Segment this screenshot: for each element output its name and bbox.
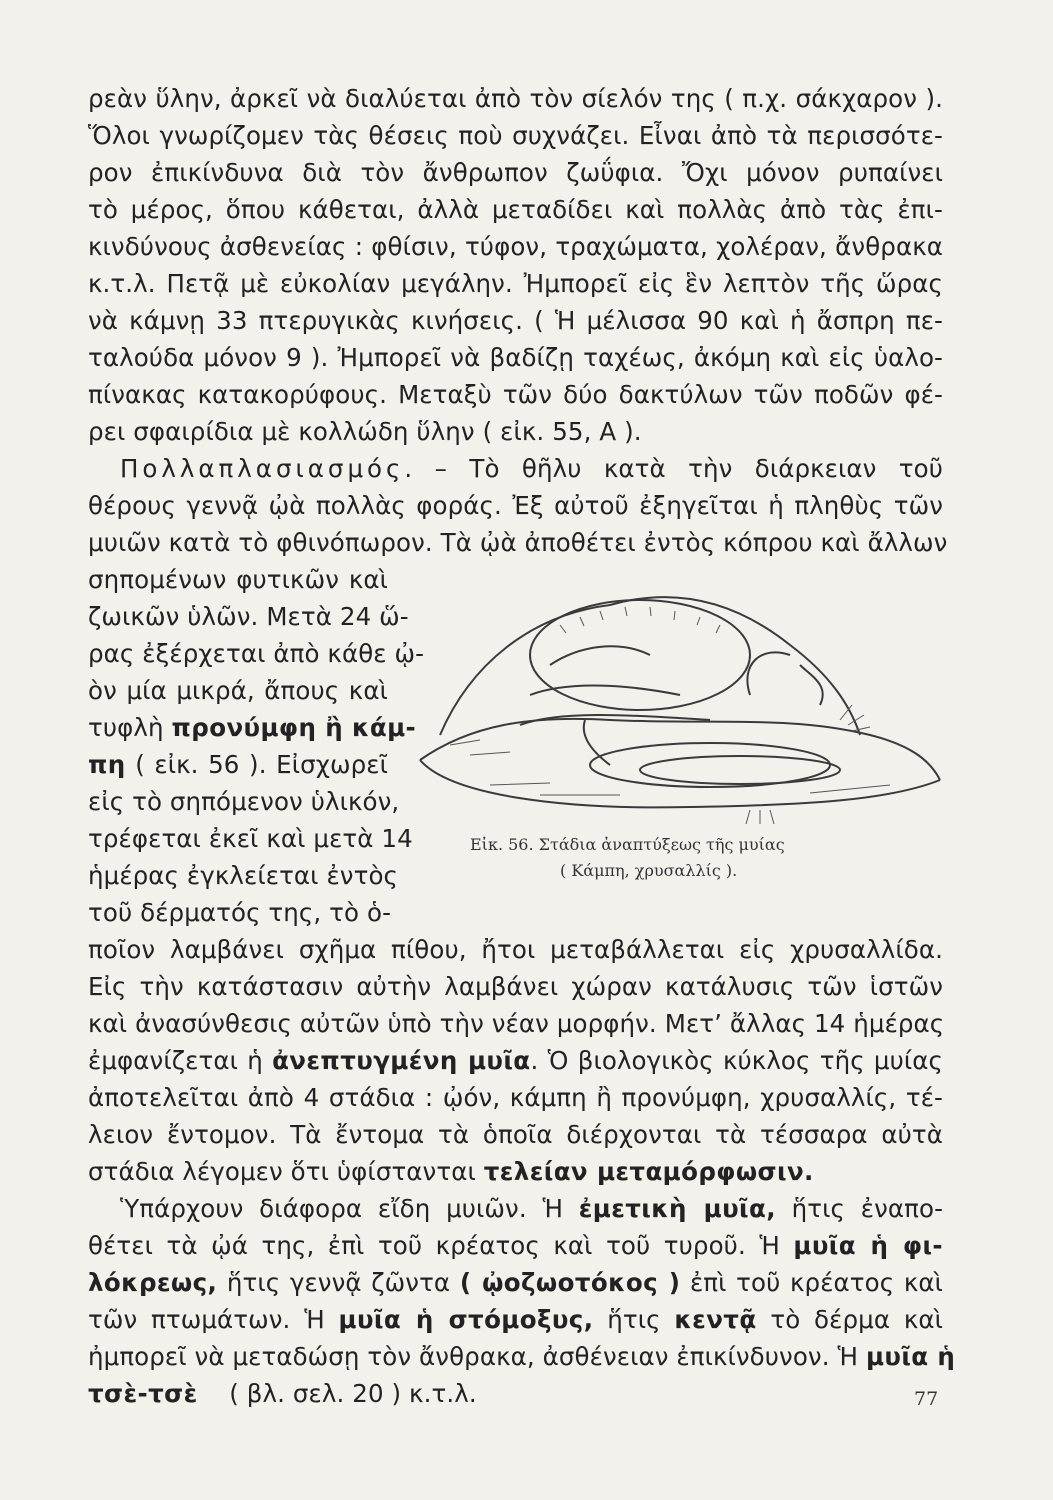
text-span: ( βλ. σελ. 20 ) κ.τ.λ. <box>229 1379 477 1408</box>
text-span: ἠμπορεῖ νὰ μεταδώσῃ τὸν ἄνθρακα, ἀσθένειαν ἐπικίνδυνον. Ἡ <box>88 1342 859 1371</box>
text-line: τρέφεται ἐκεῖ καὶ μετὰ 14 <box>88 824 413 853</box>
text-line <box>88 709 417 746</box>
text-span: ἥτις γεννᾷ ζῶντα <box>226 1268 451 1297</box>
term-tsetse: τσὲ-τσὲ <box>88 1379 198 1408</box>
text-span: τυφλὴ <box>88 713 164 742</box>
text-line: νὰ κάμνῃ 33 πτερυγικὰς κινήσεις. ( Ἡ μέλισσα 90 καὶ ἡ ἄσπρη πε- <box>88 306 943 335</box>
figure-caption: Εἰκ. 56. Στάδια ἀναπτύξεως τῆς μυίας <box>470 835 785 854</box>
text-line: κ.τ.λ. Πετᾷ μὲ εὐκολίαν μεγάλην. Ἠμπορεῖ εἰς ἓν λεπτὸν τῆς ὥρας <box>88 269 943 298</box>
text-line <box>88 746 388 783</box>
text-line <box>88 1227 943 1264</box>
section-heading: Πολλαπλασιασμός <box>120 454 405 483</box>
term-flesh-fly-end: λόκρεως, <box>88 1268 218 1297</box>
text-line: ρας ἐξέρχεται ἀπὸ κάθε ᾠ- <box>88 639 425 668</box>
figure-caption-subtitle: ( Κάμπη, χρυσαλλίς ). <box>560 861 738 880</box>
text-line: ὸν μία μικρά, ἄπους καὶ <box>88 676 388 705</box>
text-span: ἥτις <box>607 1305 661 1334</box>
text-line: θέρους γεννᾷ ᾠὰ πολλὰς φοράς. Ἐξ αὐτοῦ ἐξηγεῖται ἡ πληθὺς τῶν <box>88 491 943 520</box>
text-line: ρεὰν ὕλην, ἀρκεῖ νὰ διαλύεται ἀπὸ τὸν σίελόν της ( π.χ. σάκχαρον ). <box>88 84 943 113</box>
text-line: καὶ ἀνασύνθεσις αὐτῶν ὑπὸ τὴν νέαν μορφήν. Μετ’ ἄλλας 14 ἡμέρας <box>88 1009 945 1038</box>
term-stings: κεντᾷ <box>674 1305 757 1334</box>
text-line: πίνακας κατακορύφους. Μεταξὺ τῶν δύο δακτύλων τῶν ποδῶν φέ- <box>88 380 943 409</box>
text-span: τὸ δέρμα καὶ <box>770 1305 944 1334</box>
term-complete-metamorphosis: τελείαν μεταμόρφωσιν. <box>483 1157 814 1186</box>
text-line: ταλούδα μόνον 9 ). Ἠμπορεῖ νὰ βαδίζῃ ταχέως, ἀκόμη καὶ εἰς ὑαλο- <box>88 343 943 372</box>
text-line: Ὅλοι γνωρίζομεν τὰς θέσεις ποὺ συχνάζει. Εἶναι ἀπὸ τὰ περισσότε- <box>88 121 943 150</box>
page-number: 77 <box>914 1388 939 1410</box>
text-line <box>88 1264 943 1301</box>
section-line <box>120 450 943 487</box>
term-emetic-fly: ἐμετικὴ μυῖα, <box>578 1194 776 1223</box>
text-span: τῶν πτωμάτων. Ἡ <box>88 1305 325 1334</box>
text-line <box>120 1190 943 1227</box>
term-developed-fly: ἀνεπτυγμένη μυῖα <box>272 1046 531 1075</box>
text-line: λειον ἔντομον. Τὰ ἔντομα τὰ ὁποῖα διέρχονται τὰ τέσσαρα αὐτὰ <box>88 1120 943 1149</box>
text-span: Ὑπάρχουν διάφορα εἴδη μυιῶν. Ἡ <box>120 1194 564 1223</box>
text-line: ρον ἐπικίνδυνα διὰ τὸν ἄνθρωπον ζωΰφια. Ὄχι μόνον ρυπαίνει <box>88 158 943 187</box>
term-fly-the: μυῖα ἡ <box>865 1342 956 1371</box>
text-line: εἰς τὸ σηπόμενον ὑλικόν, <box>88 787 400 816</box>
term-pronymfi: προνύμφη ἢ κάμ- <box>171 713 417 742</box>
text-span: ἐμφανίζεται ἡ <box>88 1046 263 1075</box>
text-line <box>88 1338 956 1375</box>
text-span: . Ὁ βιολογικὸς κύκλος τῆς μυίας <box>530 1046 943 1075</box>
text-line: Εἰς τὴν κατάστασιν αὐτὴν λαμβάνει χώραν κατάλυσις τῶν ἱστῶν <box>88 972 943 1001</box>
term-stomoxys: μυῖα ἡ στόμοξυς, <box>338 1305 594 1334</box>
text-line: ἀποτελεῖται ἀπὸ 4 στάδια : ᾠόν, κάμπη ἢ προνύμφη, χρυσαλλίς, τέ- <box>88 1083 943 1112</box>
text-line <box>88 1375 943 1412</box>
text-span: ἥτις ἐναπο- <box>791 1194 944 1223</box>
text-line <box>88 1153 943 1190</box>
term-flesh-fly: μυῖα ἡ φι- <box>793 1231 943 1260</box>
text-line: σηπομένων φυτικῶν καὶ <box>88 565 388 594</box>
text-span: στάδια λέγομεν ὅτι ὑφίστανται <box>88 1157 476 1186</box>
text-span: ἐπὶ τοῦ κρέατος καὶ <box>689 1268 944 1297</box>
text-line: τὸ μέρος, ὅπου κάθεται, ἀλλὰ μεταδίδει καὶ πολλὰς ἀπὸ τὰς ἐπι- <box>88 195 943 224</box>
text-line: ἡμέρας ἐγκλείεται ἐντὸς <box>88 861 399 890</box>
text-span: θέτει τὰ ᾠά της, ἐπὶ τοῦ κρέατος καὶ τοῦ τυροῦ. Ἡ <box>88 1231 780 1260</box>
term-ovoviviparous: ( ᾠοζωοτόκος ) <box>459 1268 681 1297</box>
text-line <box>88 1042 943 1079</box>
text-line <box>88 1301 943 1338</box>
section-text: . – Τὸ θῆλυ κατὰ τὴν διάρκειαν τοῦ <box>404 454 943 483</box>
larva-pupa-illustration <box>410 545 970 845</box>
text-line: ζωικῶν ὑλῶν. Μετὰ 24 ὥ- <box>88 602 409 631</box>
text-line: μυιῶν κατὰ τὸ φθινόπωρον. Τὰ ᾠὰ ἀποθέτει ἐντὸς κόπρου καὶ ἄλλων <box>88 528 948 557</box>
text-line: ποῖον λαμβάνει σχῆμα πίθου, ἤτοι μεταβάλλεται εἰς χρυσαλλίδα. <box>88 935 943 964</box>
text-line: ρει σφαιρίδια μὲ κολλώδη ὕλην ( εἰκ. 55, Α ). <box>88 417 642 446</box>
term-kampi: πη <box>88 750 126 779</box>
text-span: ( εἰκ. 56 ). Εἰσχωρεῖ <box>135 750 388 779</box>
text-line: κινδύνους ἀσθενείας : φθίσιν, τύφον, τραχώματα, χολέραν, ἄνθρακα <box>88 232 943 261</box>
text-line: τοῦ δέρματός της, τὸ ὁ- <box>88 898 392 927</box>
